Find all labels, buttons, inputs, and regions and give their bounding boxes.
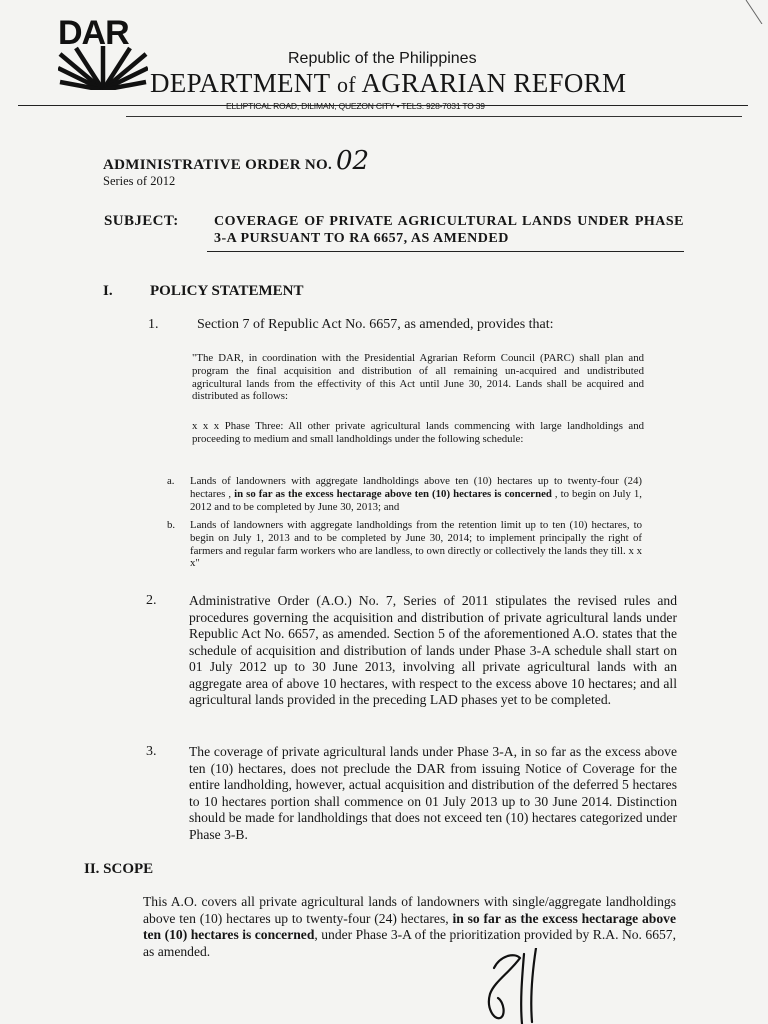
section-2-title: II. SCOPE [84,861,154,877]
letterhead-rule-lower [126,116,742,117]
corner-scratch-mark [744,0,764,24]
section-1-title: POLICY STATEMENT [150,283,304,299]
dar-logo [58,14,148,90]
list-item-a-text [190,475,642,513]
logo-text: DAR [58,14,129,52]
item-2-number: 2. [146,593,157,608]
item-1-number: 1. [148,317,159,332]
dept-first: DEPARTMENT [150,68,330,98]
list-item-a-bold: in so far as the excess hectarage above ten (10) hectares is concerned [234,487,552,500]
item-3-text: The coverage of private agricultural lands under Phase 3-A, in so far as the excess above ten (10) hectares, does not preclude the DAR from issuing Notice of Coverage for the entire landholding, however, actual acquisition and distribution of the deferred 5 hectares to 10 hectares portion shall commence on 01 July 2013 up to 30 June 2014. Distinction should be made for landholdings that does not exceed ten (10) hectares categorized under Phase 3-B. [189,744,677,842]
quote-paragraph-2: x x x Phase Three: All other private agricultural lands commencing with large landholdings and proceeding to medium and small landholdings under the following schedule: [192,420,644,445]
list-item-a-part2: , to begin on July 1, 2012 and to be completed by June 30, 2013; and [190,487,643,513]
scope-part1: This A.O. covers all private agricultural lands of landowners with single/aggregate landholdings above ten (10) hectares up to twenty-four (24) hectares, [143,894,676,926]
dept-of: of [336,72,356,97]
order-label: ADMINISTRATIVE ORDER NO. [103,157,333,173]
republic-line: Republic of the Philippines [288,50,477,67]
item-1-text: Section 7 of Republic Act No. 6657, as amended, provides that: [197,317,554,332]
scope-text [143,894,676,960]
subject-underline [207,251,684,252]
scope-part2: , under Phase 3-A of the prioritization provided by R.A. No. 6657, as amended. [143,927,676,959]
order-number-handwritten: 02 [336,146,370,176]
item-3-number: 3. [146,744,157,759]
list-item-b-label: b. [167,519,176,531]
list-item-a-part1: Lands of landowners with aggregate landholdings above ten (10) hectares up to twenty-four (24) hectares , [190,475,642,500]
handwritten-initial-icon [480,948,550,1024]
subject-text: COVERAGE OF PRIVATE AGRICULTURAL LANDS UNDER PHASE 3-A PURSUANT TO RA 6657, AS AMENDED [214,214,684,246]
list-item-b-text: Lands of landowners with aggregate landholdings from the retention limit up to ten (10) hectares, to begin on July 1, 2013 and to be completed by June 30, 2014; to implement principally the right of farmers and regular farm workers who are landless, to own directly or collectively the lands they till. x x x" [190,519,642,570]
item-2-text: Administrative Order (A.O.) No. 7, Series of 2011 stipulates the revised rules and procedures governing the acquisition and distribution of private agricultural lands under Republic Act No. 6657, as amended. Section 5 of the aforementioned A.O. states that the schedule of acquisition and distribution of lands under Phase 3-A schedule shall start on 01 July 2012 up to 30 June 2013, involving all private agricultural lands with an aggregate area of above 10 hectares, with respect to the excess above 10 hectares; and all agricultural lands provided in the preceding LAD phases yet to be completed. [189,593,677,707]
order-series: Series of 2012 [103,174,176,188]
section-1-number: I. [103,283,113,299]
sun-rays-logo-icon [58,46,148,90]
department-name [150,68,626,99]
letterhead-rule [18,105,748,106]
quote-paragraph-1: "The DAR, in coordination with the Presidential Agrarian Reform Council (PARC) shall plan and program the final acquisition and distribution of all remaining un-acquired and undistributed agricultural lands from the effectivity of this Act until June 30, 2014. Lands shall be acquired and distributed as follows: [192,352,644,403]
department-address: ELLIPTICAL ROAD, DILIMAN, QUEZON CITY • TELS. 928-7031 TO 39 [226,101,485,111]
subject-label: SUBJECT: [104,213,179,229]
list-item-a-label: a. [167,475,175,487]
scope-bold: in so far as the excess hectarage above ten (10) hectares is concerned [143,910,676,942]
dept-second: AGRARIAN REFORM [361,68,627,98]
